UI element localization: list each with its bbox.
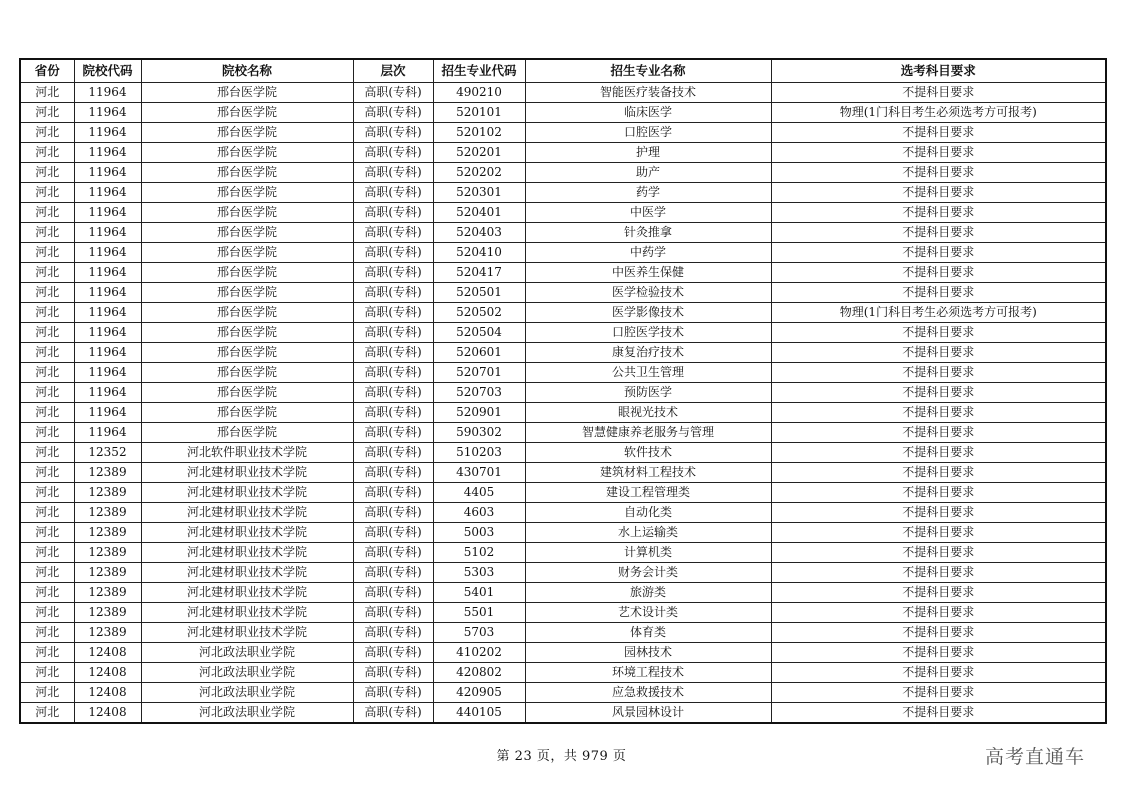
cell-major-code: 5401 [433,583,525,603]
cell-subject-requirement: 物理(1门科目考生必须选考方可报考) [771,303,1106,323]
cell-level: 高职(专科) [353,683,433,703]
table-row [20,183,1106,203]
cell-province: 河北 [20,683,74,703]
cell-school-name: 邢台医学院 [141,83,353,103]
cell-school-code: 11964 [74,143,141,163]
cell-major-code: 420905 [433,683,525,703]
cell-school-name: 邢台医学院 [141,323,353,343]
cell-school-name: 邢台医学院 [141,123,353,143]
cell-school-code: 12389 [74,483,141,503]
cell-major-code: 430701 [433,463,525,483]
cell-major-code: 4405 [433,483,525,503]
header-school-code: 院校代码 [74,59,141,83]
cell-level: 高职(专科) [353,623,433,643]
cell-level: 高职(专科) [353,423,433,443]
cell-school-code: 11964 [74,323,141,343]
cell-level: 高职(专科) [353,583,433,603]
cell-major-name: 应急救援技术 [525,683,771,703]
cell-level: 高职(专科) [353,443,433,463]
cell-subject-requirement: 不提科目要求 [771,683,1106,703]
cell-school-name: 河北建材职业技术学院 [141,483,353,503]
cell-school-code: 12389 [74,463,141,483]
cell-major-code: 520410 [433,243,525,263]
cell-school-code: 12389 [74,563,141,583]
cell-school-name: 邢台医学院 [141,223,353,243]
cell-level: 高职(专科) [353,363,433,383]
cell-major-name: 中医养生保健 [525,263,771,283]
cell-province: 河北 [20,323,74,343]
cell-major-name: 旅游类 [525,583,771,603]
table-body [20,83,1106,724]
cell-school-name: 邢台医学院 [141,203,353,223]
table-row [20,383,1106,403]
table-row [20,203,1106,223]
cell-major-name: 园林技术 [525,643,771,663]
cell-major-name: 体育类 [525,623,771,643]
cell-level: 高职(专科) [353,323,433,343]
cell-level: 高职(专科) [353,503,433,523]
cell-subject-requirement: 不提科目要求 [771,543,1106,563]
cell-subject-requirement: 不提科目要求 [771,323,1106,343]
cell-school-name: 河北政法职业学院 [141,663,353,683]
table-row [20,123,1106,143]
cell-subject-requirement: 不提科目要求 [771,523,1106,543]
cell-level: 高职(专科) [353,183,433,203]
cell-level: 高职(专科) [353,543,433,563]
cell-major-name: 环境工程技术 [525,663,771,683]
cell-subject-requirement: 不提科目要求 [771,83,1106,103]
cell-major-code: 520202 [433,163,525,183]
cell-school-name: 河北政法职业学院 [141,703,353,724]
cell-province: 河北 [20,163,74,183]
cell-major-code: 520701 [433,363,525,383]
table-row [20,243,1106,263]
cell-school-code: 12389 [74,583,141,603]
cell-major-code: 520401 [433,203,525,223]
cell-school-name: 河北建材职业技术学院 [141,583,353,603]
cell-province: 河北 [20,603,74,623]
cell-school-code: 12408 [74,663,141,683]
cell-major-name: 中药学 [525,243,771,263]
cell-major-name: 护理 [525,143,771,163]
cell-school-name: 邢台医学院 [141,383,353,403]
table-row [20,363,1106,383]
cell-school-code: 11964 [74,363,141,383]
cell-subject-requirement: 不提科目要求 [771,423,1106,443]
cell-major-name: 预防医学 [525,383,771,403]
cell-level: 高职(专科) [353,603,433,623]
table-row [20,443,1106,463]
cell-major-code: 520417 [433,263,525,283]
header-major-code: 招生专业代码 [433,59,525,83]
cell-level: 高职(专科) [353,123,433,143]
cell-major-name: 药学 [525,183,771,203]
cell-major-name: 水上运输类 [525,523,771,543]
cell-major-name: 眼视光技术 [525,403,771,423]
cell-province: 河北 [20,143,74,163]
cell-subject-requirement: 不提科目要求 [771,403,1106,423]
cell-major-name: 临床医学 [525,103,771,123]
cell-major-code: 490210 [433,83,525,103]
cell-province: 河北 [20,503,74,523]
cell-major-name: 口腔医学技术 [525,323,771,343]
table-row [20,223,1106,243]
cell-major-code: 5703 [433,623,525,643]
cell-school-code: 11964 [74,383,141,403]
cell-subject-requirement: 不提科目要求 [771,443,1106,463]
cell-school-code: 11964 [74,203,141,223]
cell-major-code: 520703 [433,383,525,403]
cell-subject-requirement: 不提科目要求 [771,623,1106,643]
cell-province: 河北 [20,363,74,383]
table-row [20,143,1106,163]
watermark-logo: 高考直通车 [985,746,1086,768]
cell-school-name: 邢台医学院 [141,243,353,263]
cell-school-code: 11964 [74,83,141,103]
table-row [20,623,1106,643]
cell-province: 河北 [20,223,74,243]
cell-major-name: 计算机类 [525,543,771,563]
cell-province: 河北 [20,583,74,603]
cell-province: 河北 [20,383,74,403]
table-row [20,503,1106,523]
cell-level: 高职(专科) [353,263,433,283]
cell-major-name: 口腔医学 [525,123,771,143]
cell-school-name: 邢台医学院 [141,163,353,183]
cell-major-code: 5303 [433,563,525,583]
cell-school-name: 河北建材职业技术学院 [141,503,353,523]
cell-province: 河北 [20,623,74,643]
cell-major-code: 520502 [433,303,525,323]
cell-major-name: 医学检验技术 [525,283,771,303]
cell-school-name: 邢台医学院 [141,143,353,163]
cell-subject-requirement: 不提科目要求 [771,703,1106,724]
header-school-name: 院校名称 [141,59,353,83]
table-row [20,283,1106,303]
cell-subject-requirement: 不提科目要求 [771,503,1106,523]
table-row [20,663,1106,683]
cell-major-name: 医学影像技术 [525,303,771,323]
cell-province: 河北 [20,83,74,103]
cell-province: 河北 [20,203,74,223]
table-row [20,323,1106,343]
header-province: 省份 [20,59,74,83]
cell-school-code: 11964 [74,303,141,323]
cell-province: 河北 [20,543,74,563]
cell-level: 高职(专科) [353,203,433,223]
cell-major-code: 520601 [433,343,525,363]
cell-school-code: 11964 [74,183,141,203]
cell-subject-requirement: 不提科目要求 [771,363,1106,383]
table-row [20,543,1106,563]
cell-major-code: 5003 [433,523,525,543]
cell-school-name: 河北建材职业技术学院 [141,523,353,543]
cell-school-code: 11964 [74,263,141,283]
cell-subject-requirement: 不提科目要求 [771,143,1106,163]
cell-school-name: 河北建材职业技术学院 [141,563,353,583]
cell-province: 河北 [20,643,74,663]
table-row [20,563,1106,583]
cell-major-code: 520901 [433,403,525,423]
table-row [20,303,1106,323]
cell-subject-requirement: 不提科目要求 [771,563,1106,583]
cell-level: 高职(专科) [353,243,433,263]
cell-subject-requirement: 不提科目要求 [771,643,1106,663]
cell-major-name: 风景园林设计 [525,703,771,724]
cell-level: 高职(专科) [353,563,433,583]
cell-province: 河北 [20,443,74,463]
cell-province: 河北 [20,243,74,263]
cell-school-name: 河北建材职业技术学院 [141,543,353,563]
cell-level: 高职(专科) [353,483,433,503]
cell-province: 河北 [20,563,74,583]
cell-major-code: 520301 [433,183,525,203]
cell-school-name: 河北软件职业技术学院 [141,443,353,463]
cell-level: 高职(专科) [353,703,433,724]
cell-level: 高职(专科) [353,663,433,683]
cell-school-name: 邢台医学院 [141,363,353,383]
cell-school-code: 11964 [74,223,141,243]
table-row [20,343,1106,363]
cell-province: 河北 [20,303,74,323]
cell-subject-requirement: 不提科目要求 [771,583,1106,603]
cell-province: 河北 [20,523,74,543]
cell-major-name: 建设工程管理类 [525,483,771,503]
cell-school-name: 邢台医学院 [141,263,353,283]
cell-major-name: 针灸推拿 [525,223,771,243]
cell-school-name: 河北建材职业技术学院 [141,623,353,643]
cell-subject-requirement: 不提科目要求 [771,383,1106,403]
table-row [20,103,1106,123]
header-subject-requirement: 选考科目要求 [771,59,1106,83]
cell-major-name: 智慧健康养老服务与管理 [525,423,771,443]
cell-province: 河北 [20,283,74,303]
cell-school-code: 12408 [74,643,141,663]
cell-school-code: 12408 [74,683,141,703]
cell-school-code: 11964 [74,243,141,263]
cell-school-name: 河北政法职业学院 [141,683,353,703]
cell-subject-requirement: 不提科目要求 [771,603,1106,623]
cell-major-name: 艺术设计类 [525,603,771,623]
cell-subject-requirement: 不提科目要求 [771,263,1106,283]
cell-school-code: 11964 [74,283,141,303]
cell-major-code: 520403 [433,223,525,243]
cell-school-code: 12352 [74,443,141,463]
cell-subject-requirement: 不提科目要求 [771,203,1106,223]
table-row [20,423,1106,443]
cell-school-code: 11964 [74,123,141,143]
cell-subject-requirement: 不提科目要求 [771,483,1106,503]
cell-school-code: 12389 [74,623,141,643]
cell-level: 高职(专科) [353,463,433,483]
header-major-name: 招生专业名称 [525,59,771,83]
cell-province: 河北 [20,263,74,283]
cell-province: 河北 [20,703,74,724]
cell-school-name: 邢台医学院 [141,423,353,443]
cell-school-code: 11964 [74,343,141,363]
cell-major-name: 建筑材料工程技术 [525,463,771,483]
table-row [20,263,1106,283]
cell-level: 高职(专科) [353,523,433,543]
cell-major-name: 中医学 [525,203,771,223]
cell-province: 河北 [20,463,74,483]
table-row [20,703,1106,724]
cell-province: 河北 [20,483,74,503]
cell-school-code: 12389 [74,603,141,623]
cell-major-code: 520504 [433,323,525,343]
cell-level: 高职(专科) [353,643,433,663]
cell-school-name: 河北建材职业技术学院 [141,603,353,623]
cell-school-code: 11964 [74,103,141,123]
cell-subject-requirement: 不提科目要求 [771,163,1106,183]
cell-school-code: 12389 [74,503,141,523]
cell-school-code: 11964 [74,403,141,423]
cell-level: 高职(专科) [353,383,433,403]
cell-province: 河北 [20,663,74,683]
cell-level: 高职(专科) [353,403,433,423]
cell-level: 高职(专科) [353,343,433,363]
cell-subject-requirement: 不提科目要求 [771,343,1106,363]
cell-level: 高职(专科) [353,163,433,183]
cell-subject-requirement: 不提科目要求 [771,283,1106,303]
cell-level: 高职(专科) [353,83,433,103]
cell-subject-requirement: 物理(1门科目考生必须选考方可报考) [771,103,1106,123]
page-number: 第 23 页，共 979 页 [496,749,627,764]
cell-major-name: 财务会计类 [525,563,771,583]
table-row [20,583,1106,603]
cell-province: 河北 [20,103,74,123]
admission-table [19,58,1107,724]
cell-major-code: 5102 [433,543,525,563]
cell-province: 河北 [20,403,74,423]
cell-level: 高职(专科) [353,303,433,323]
cell-province: 河北 [20,423,74,443]
cell-major-code: 420802 [433,663,525,683]
cell-school-code: 12389 [74,523,141,543]
cell-school-name: 河北建材职业技术学院 [141,463,353,483]
cell-school-code: 11964 [74,423,141,443]
cell-subject-requirement: 不提科目要求 [771,123,1106,143]
cell-major-name: 智能医疗装备技术 [525,83,771,103]
cell-level: 高职(专科) [353,223,433,243]
cell-subject-requirement: 不提科目要求 [771,463,1106,483]
cell-subject-requirement: 不提科目要求 [771,243,1106,263]
cell-school-name: 邢台医学院 [141,343,353,363]
cell-major-code: 440105 [433,703,525,724]
cell-major-code: 590302 [433,423,525,443]
cell-school-code: 12408 [74,703,141,724]
cell-major-name: 自动化类 [525,503,771,523]
cell-school-name: 邢台医学院 [141,403,353,423]
table-row [20,643,1106,663]
table-header-row [20,59,1106,83]
cell-school-name: 邢台医学院 [141,303,353,323]
cell-school-code: 12389 [74,543,141,563]
cell-major-name: 康复治疗技术 [525,343,771,363]
cell-major-code: 520101 [433,103,525,123]
cell-major-name: 软件技术 [525,443,771,463]
cell-province: 河北 [20,123,74,143]
table-row [20,523,1106,543]
cell-subject-requirement: 不提科目要求 [771,663,1106,683]
table-row [20,683,1106,703]
cell-level: 高职(专科) [353,143,433,163]
cell-major-name: 助产 [525,163,771,183]
cell-subject-requirement: 不提科目要求 [771,183,1106,203]
cell-level: 高职(专科) [353,283,433,303]
table-row [20,483,1106,503]
cell-school-name: 邢台医学院 [141,183,353,203]
cell-school-name: 邢台医学院 [141,103,353,123]
cell-subject-requirement: 不提科目要求 [771,223,1106,243]
cell-major-code: 520201 [433,143,525,163]
cell-school-code: 11964 [74,163,141,183]
table-row [20,463,1106,483]
table-row [20,83,1106,103]
cell-major-code: 4603 [433,503,525,523]
cell-school-name: 邢台医学院 [141,283,353,303]
cell-major-code: 520501 [433,283,525,303]
cell-major-code: 510203 [433,443,525,463]
cell-major-code: 5501 [433,603,525,623]
cell-province: 河北 [20,343,74,363]
table-row [20,403,1106,423]
header-level: 层次 [353,59,433,83]
cell-major-code: 520102 [433,123,525,143]
cell-province: 河北 [20,183,74,203]
table-row [20,163,1106,183]
table-row [20,603,1106,623]
cell-major-name: 公共卫生管理 [525,363,771,383]
cell-level: 高职(专科) [353,103,433,123]
cell-school-name: 河北政法职业学院 [141,643,353,663]
cell-major-code: 410202 [433,643,525,663]
